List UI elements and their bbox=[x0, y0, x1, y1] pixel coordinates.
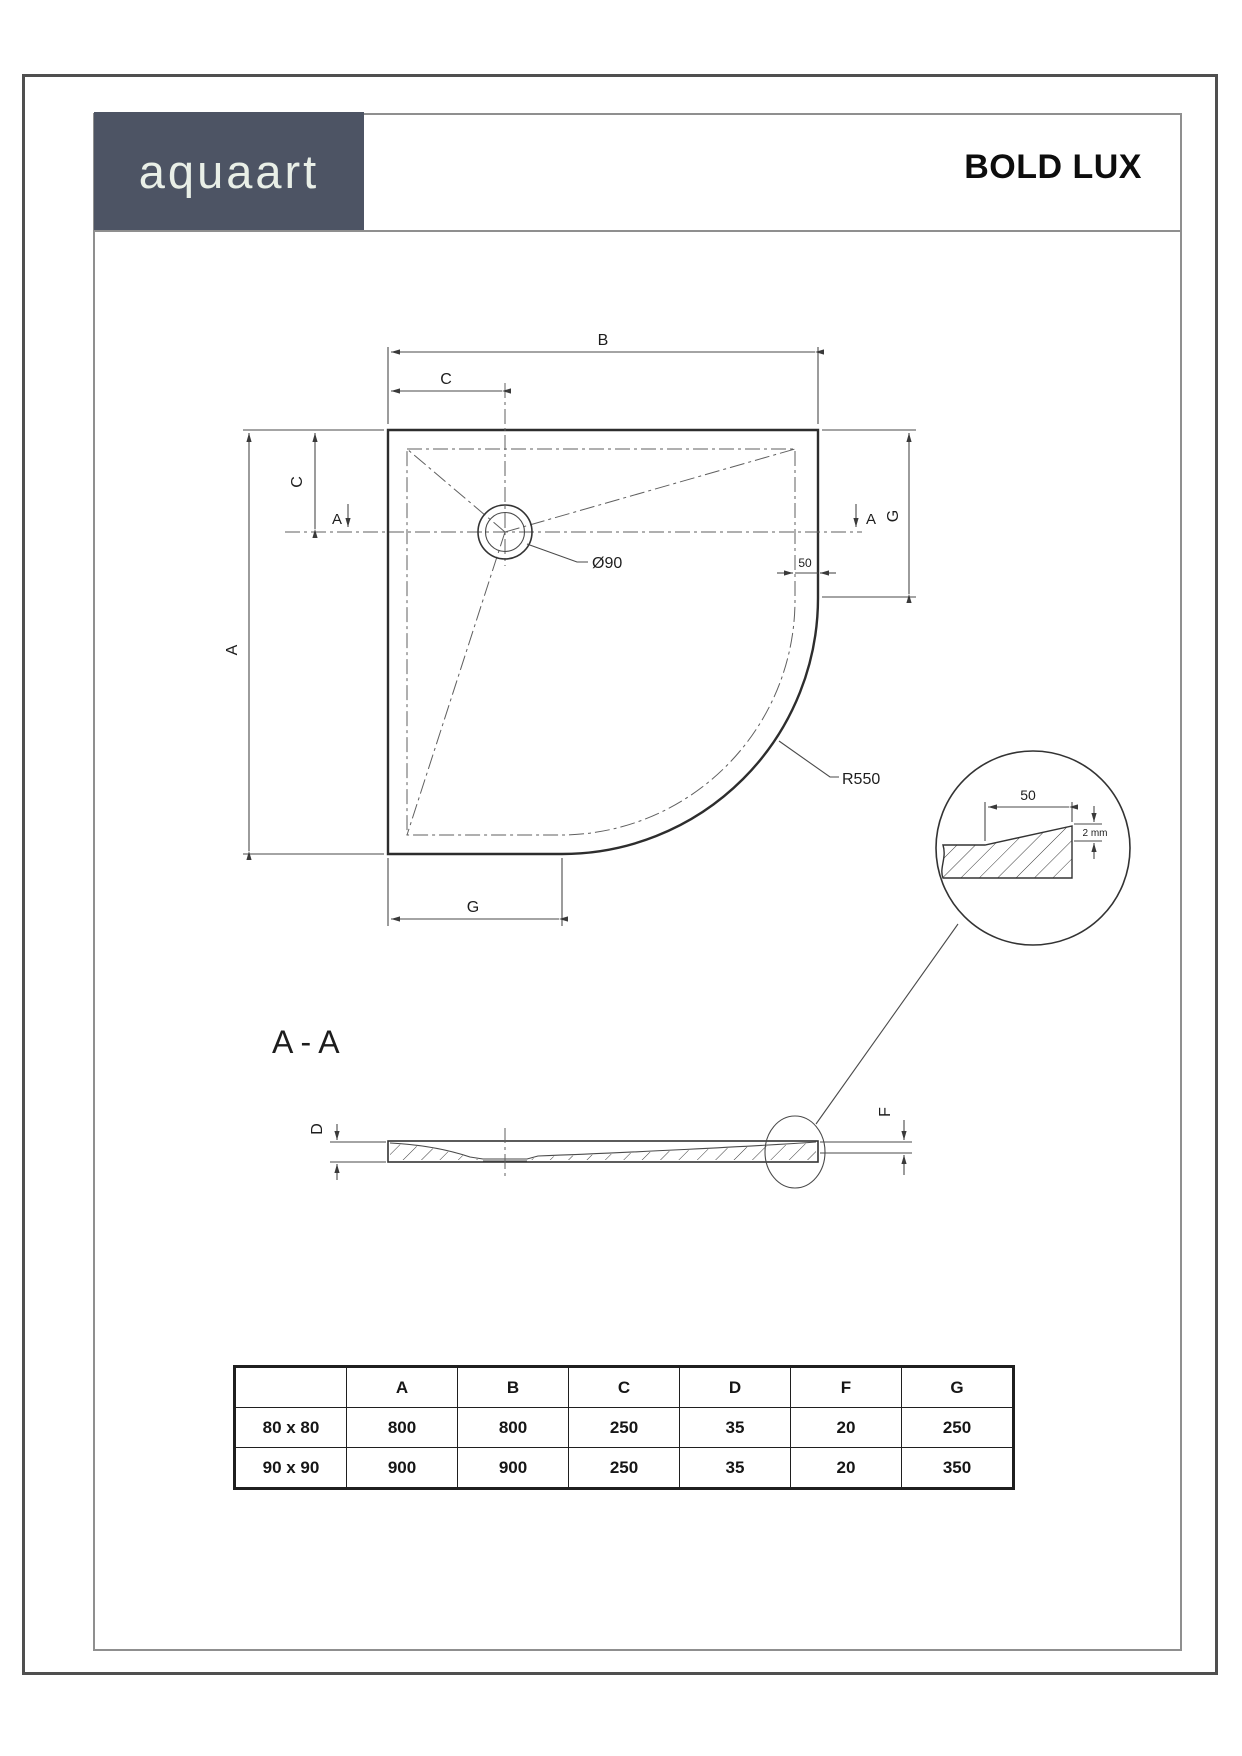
drain-leader bbox=[527, 544, 588, 562]
cell-f: 20 bbox=[791, 1408, 902, 1448]
dim-label-g-right: G bbox=[885, 509, 902, 523]
brand-logo-text: aquaart bbox=[138, 144, 320, 198]
row-size: 80 x 80 bbox=[235, 1408, 347, 1448]
cell-g: 350 bbox=[902, 1448, 1014, 1489]
detail-leader-line bbox=[816, 924, 958, 1124]
row-size: 90 x 90 bbox=[235, 1448, 347, 1489]
cell-f: 20 bbox=[791, 1448, 902, 1489]
col-header-d: D bbox=[680, 1367, 791, 1408]
detail-label-50: 50 bbox=[1020, 787, 1036, 803]
col-header-size bbox=[235, 1367, 347, 1408]
col-header-a: A bbox=[347, 1367, 458, 1408]
edge-detail bbox=[936, 751, 1130, 945]
col-header-c: C bbox=[569, 1367, 680, 1408]
cell-b: 800 bbox=[458, 1408, 569, 1448]
size-spec-table bbox=[233, 1365, 1015, 1490]
cell-a: 800 bbox=[347, 1408, 458, 1448]
top-view bbox=[224, 332, 916, 926]
table-row bbox=[235, 1448, 1014, 1489]
dim-label-c-left: C bbox=[289, 476, 306, 488]
col-header-g: G bbox=[902, 1367, 1014, 1408]
dim-label-d: D bbox=[309, 1123, 326, 1135]
table-header-row bbox=[235, 1367, 1014, 1408]
dim-label-f: F bbox=[877, 1107, 894, 1117]
col-header-f: F bbox=[791, 1367, 902, 1408]
dim-label-b: B bbox=[597, 332, 609, 349]
slope-line-top-right bbox=[505, 449, 795, 532]
detail-edge-section bbox=[942, 826, 1072, 878]
cell-a: 900 bbox=[347, 1448, 458, 1489]
detail-label-2mm: 2 mm bbox=[1082, 828, 1108, 839]
cell-d: 35 bbox=[680, 1448, 791, 1489]
slope-line-bottom-left bbox=[407, 532, 505, 835]
cell-d: 35 bbox=[680, 1408, 791, 1448]
table-row bbox=[235, 1408, 1014, 1448]
col-header-b: B bbox=[458, 1367, 569, 1408]
radius-leader bbox=[779, 741, 839, 777]
cell-b: 900 bbox=[458, 1448, 569, 1489]
dim-label-a-left: A bbox=[224, 644, 241, 656]
cell-c: 250 bbox=[569, 1408, 680, 1448]
dim-label-g-bottom: G bbox=[466, 899, 480, 916]
cell-g: 250 bbox=[902, 1408, 1014, 1448]
radius-label: R550 bbox=[842, 771, 881, 788]
tray-inner-edge bbox=[407, 449, 795, 835]
section-label-left: A bbox=[331, 511, 342, 528]
drain-label: Ø90 bbox=[592, 555, 623, 572]
product-title: BOLD LUX bbox=[964, 148, 1142, 186]
cell-c: 250 bbox=[569, 1448, 680, 1489]
section-view bbox=[272, 924, 958, 1188]
section-label-right: A bbox=[866, 511, 877, 528]
section-title: A - A bbox=[272, 1024, 340, 1060]
dim-label-c-top: C bbox=[440, 371, 452, 388]
tray-outline bbox=[388, 430, 818, 854]
edge-offset-label: 50 bbox=[798, 556, 812, 570]
